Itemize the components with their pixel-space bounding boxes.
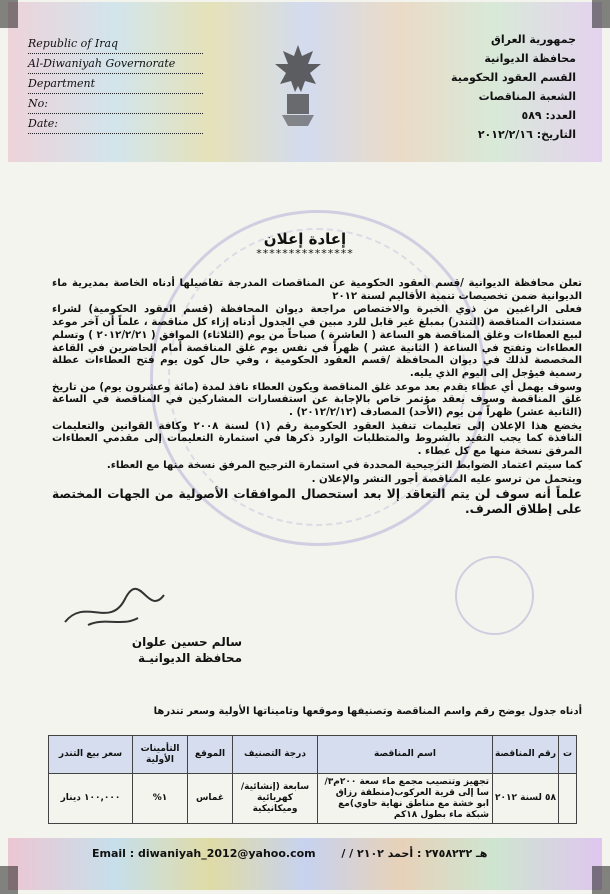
body-paragraph: فعلى الراغبين من ذوي الخبرة والاختصاص مراجعة ديوان المحافظة (قسم العقود الحكومية) لشراء مستندات المناقصة (التندر) بمبلغ غير قابل للرد مبين في الجدول أدناه إزاء كل مناقصة ، علماً أن آخر موعد لبيع العطاءات وغلق المناقصة هو الساعة ( العاشرة ) صباحاً من يوم (الثلاثاء) الموافق ( ٢٠١٢/٢/٢١ ) وتسلم العطاءات وتفتح في الساعة ( الثانية عشر ) ظهراً في نفس يوم غلق المناقصة أمام الحاضرين في القاعة المخصصة لذلك في ديوان المحافظة /قسم العقود الحكومية ، وفي حال كون يوم فتح العطاءات عطلة رسمية فيؤجل إلى اليوم الذي يليه. [52, 304, 583, 379]
scan-corner-mark [592, 0, 610, 28]
official-stamp [455, 556, 534, 635]
letterhead-number: No: [28, 94, 203, 114]
letterhead-reference-ar: العدد: ٥٨٩ [521, 109, 576, 122]
letterhead-date-ar: التاريخ: ٢٠١٢/٢/١٦ [477, 128, 576, 141]
scan-corner-mark [592, 866, 610, 894]
table-cell: ١٠٠,٠٠٠ دينار [49, 774, 133, 824]
table-cell: تجهيز وتنصيب مجمع ماء سعة ٢٠٠م٣/سا إلى قرية العركوب(منطقة رزاق ابو خشة مع مناطق نهاية حاوي)مع شبكة ماء بطول ١٨كم [318, 774, 493, 824]
letterhead-governorate-ar: محافظة الديوانية [484, 52, 576, 65]
footer-color-band [8, 838, 602, 890]
table-header: ت [559, 736, 577, 774]
body-paragraph: يخضع هذا الإعلان إلى تعليمات تنفيذ العقود الحكومية رقم (١) لسنة ٢٠٠٨ وكافة القوانين والتعليمات النافذة كما يجب التقيد بالشروط والمتطلبات الوارد ذكرها في استمارة التعليمات إلى مقدمي العطاءات المرفق نسخة منها مع كل عطاء . [52, 420, 582, 458]
table-cell: غماس [188, 774, 233, 824]
table-row [49, 774, 577, 824]
letterhead-section-ar: الشعبة المناقصات [478, 90, 576, 103]
body-paragraph: ويتحمل من ترسو عليه المناقصة أجور النشر والإعلان . [311, 473, 582, 485]
english-letterhead [28, 34, 203, 134]
signatory-name: سالم حسين علوان [131, 635, 242, 649]
table-cell: ٥٨ لسنة ٢٠١٢ [493, 774, 559, 824]
body-paragraph-emphasis: علماً أنه سوف لن يتم التعاقد إلا بعد استحصال الموافقات الأصولية من الجهات المختصة على إطلاق الصرف. [52, 487, 582, 517]
table-intro: أدناه جدول يوضح رقم واسم المناقصة وتصنيفها وموقعها وتاميناتها الأولية وسعر تندرها [153, 706, 582, 717]
footer-contact [92, 847, 512, 860]
body-paragraph: تعلن محافظة الديوانية /قسم العقود الحكومية عن المناقصات المدرجة تفاصيلها أدناه الخاصة بمديرية ماء الديوانية ضمن تخصيصات تنمية الأقاليم لسنة ٢٠١٢ [52, 278, 582, 302]
body-paragraph: وسوف يهمل أي عطاء يقدم بعد موعد غلق المناقصة ويكون العطاء نافذ لمدة (مائة وعشرون يوم) من تاريخ غلق المناقصة وسوف يعقد مؤتمر خاص بالإجابة عن استفسارات المشاركين في المناقصة في الساعة (الثانية عشر) ظهراً من يوم (الأحد) المصادف (٢٠١٢/٢/١٢) . [52, 381, 582, 419]
letterhead-department-ar: القسم العقود الحكومية [451, 71, 576, 84]
table-cell: سابعة (إنشائية/ كهربائية وميكانيكية [233, 774, 318, 824]
letterhead-department: Department [28, 74, 203, 94]
signature-block [62, 634, 242, 666]
table-header-row [49, 736, 577, 774]
letterhead-date: Date: [28, 114, 203, 134]
announcement-body [52, 278, 582, 518]
letterhead-governorate: Al-Diwaniyah Governorate [28, 54, 203, 74]
footer-phone: هـ ٢٣٢٨٥٧٢ : أحمد ٢٠١٢ / / [341, 847, 488, 860]
table-cell: ١% [133, 774, 188, 824]
table-header: رقم المناقصة [493, 736, 559, 774]
table-header: اسم المناقصة [318, 736, 493, 774]
letterhead-country-ar: جمهورية العراق [491, 33, 576, 46]
table-cell [559, 774, 577, 824]
table-header: درجة التصنيف [233, 736, 318, 774]
footer-email: Email : diwaniyah_2012@yahoo.com [92, 847, 316, 860]
table-header: الموقع [188, 736, 233, 774]
letterhead-country: Republic of Iraq [28, 34, 203, 54]
scan-corner-mark [0, 0, 18, 28]
scan-corner-mark [0, 866, 18, 894]
coat-of-arms-icon [268, 40, 328, 130]
arabic-letterhead [401, 30, 576, 144]
signatory-title: محافظة الديوانيـة [137, 651, 242, 665]
table-header: التأمينات الأولية [133, 736, 188, 774]
tender-table [48, 735, 577, 824]
title-decoration: *************** [256, 247, 354, 260]
document-title: إعادة إعلان [263, 230, 347, 248]
table-header: سعر بيع التندر [49, 736, 133, 774]
body-paragraph: كما سيتم اعتماد الضوابط الترجيحية المحددة في استمارة الترجيح المرفق نسخة منها مع العطاء. [106, 459, 582, 471]
signature-icon [60, 587, 170, 632]
